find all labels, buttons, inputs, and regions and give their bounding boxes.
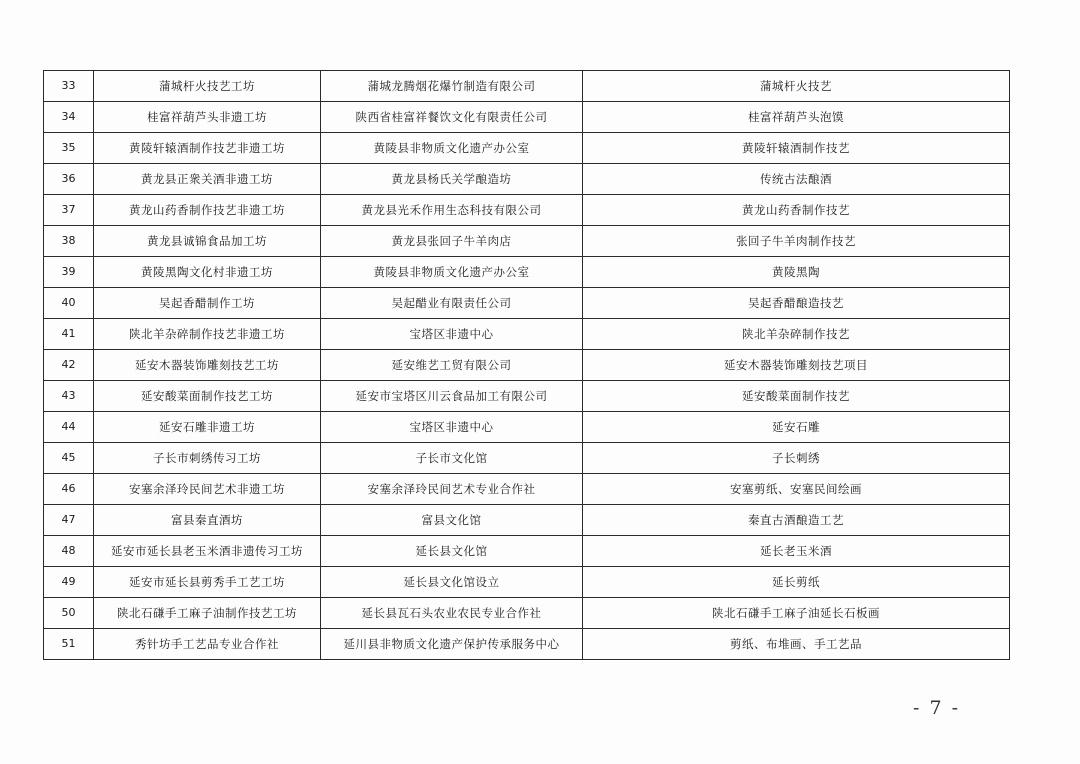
row-number-cell: 44 [44, 412, 94, 443]
table-row [44, 443, 1010, 474]
table-row [44, 536, 1010, 567]
table-row [44, 102, 1010, 133]
workshop-name-cell: 延安石雕非遗工坊 [94, 412, 321, 443]
workshop-name-cell: 子长市刺绣传习工坊 [94, 443, 321, 474]
organization-cell: 黄龙县张回子牛羊肉店 [321, 226, 583, 257]
table-row [44, 598, 1010, 629]
workshop-name-cell: 延安市延长县老玉米酒非遗传习工坊 [94, 536, 321, 567]
table-row [44, 71, 1010, 102]
row-number-cell: 38 [44, 226, 94, 257]
workshop-name-cell: 秀针坊手工艺品专业合作社 [94, 629, 321, 660]
workshop-name-cell: 黄陵轩辕酒制作技艺非遗工坊 [94, 133, 321, 164]
heritage-project-cell: 桂富祥葫芦头泡馍 [583, 102, 1010, 133]
heritage-project-cell: 黄陵黑陶 [583, 257, 1010, 288]
row-number-cell: 37 [44, 195, 94, 226]
table-row [44, 226, 1010, 257]
table-row [44, 257, 1010, 288]
workshop-name-cell: 黄龙山药香制作技艺非遗工坊 [94, 195, 321, 226]
row-number-cell: 49 [44, 567, 94, 598]
row-number-cell: 46 [44, 474, 94, 505]
row-number-cell: 45 [44, 443, 94, 474]
workshop-name-cell: 延安木器装饰雕刻技艺工坊 [94, 350, 321, 381]
organization-cell: 黄龙县杨氏关学酿造坊 [321, 164, 583, 195]
table-row [44, 350, 1010, 381]
row-number-cell: 34 [44, 102, 94, 133]
table-body [44, 71, 1010, 660]
table-row [44, 629, 1010, 660]
heritage-project-cell: 延长老玉米酒 [583, 536, 1010, 567]
row-number-cell: 42 [44, 350, 94, 381]
organization-cell: 黄陵县非物质文化遗产办公室 [321, 133, 583, 164]
organization-cell: 延川县非物质文化遗产保护传承服务中心 [321, 629, 583, 660]
workshop-name-cell: 陕北羊杂碎制作技艺非遗工坊 [94, 319, 321, 350]
workshop-name-cell: 延安酸菜面制作技艺工坊 [94, 381, 321, 412]
page-number: - 7 - [913, 697, 961, 719]
workshop-name-cell: 蒲城杆火技艺工坊 [94, 71, 321, 102]
workshop-name-cell: 延安市延长县剪秀手工艺工坊 [94, 567, 321, 598]
organization-cell: 延长县文化馆 [321, 536, 583, 567]
organization-cell: 宝塔区非遗中心 [321, 319, 583, 350]
table-row [44, 195, 1010, 226]
row-number-cell: 39 [44, 257, 94, 288]
table-row [44, 505, 1010, 536]
row-number-cell: 50 [44, 598, 94, 629]
row-number-cell: 35 [44, 133, 94, 164]
organization-cell: 延安维艺工贸有限公司 [321, 350, 583, 381]
heritage-project-cell: 子长刺绣 [583, 443, 1010, 474]
workshop-name-cell: 黄陵黑陶文化村非遗工坊 [94, 257, 321, 288]
workshop-name-cell: 桂富祥葫芦头非遗工坊 [94, 102, 321, 133]
table-row [44, 133, 1010, 164]
heritage-project-cell: 秦直古酒酿造工艺 [583, 505, 1010, 536]
heritage-project-cell: 张回子牛羊肉制作技艺 [583, 226, 1010, 257]
table-row [44, 288, 1010, 319]
organization-cell: 黄龙县光禾作用生态科技有限公司 [321, 195, 583, 226]
workshop-name-cell: 富县秦直酒坊 [94, 505, 321, 536]
heritage-project-cell: 黄陵轩辕酒制作技艺 [583, 133, 1010, 164]
organization-cell: 子长市文化馆 [321, 443, 583, 474]
organization-cell: 黄陵县非物质文化遗产办公室 [321, 257, 583, 288]
workshop-name-cell: 陕北石磏手工麻子油制作技艺工坊 [94, 598, 321, 629]
heritage-project-cell: 延安石雕 [583, 412, 1010, 443]
organization-cell: 延长县瓦石头农业农民专业合作社 [321, 598, 583, 629]
heritage-project-cell: 安塞剪纸、安塞民间绘画 [583, 474, 1010, 505]
row-number-cell: 48 [44, 536, 94, 567]
heritage-project-cell: 黄龙山药香制作技艺 [583, 195, 1010, 226]
organization-cell: 安塞余泽玲民间艺术专业合作社 [321, 474, 583, 505]
row-number-cell: 36 [44, 164, 94, 195]
heritage-workshop-table [43, 70, 1010, 660]
organization-cell: 陕西省桂富祥餐饮文化有限责任公司 [321, 102, 583, 133]
heritage-project-cell: 剪纸、布堆画、手工艺品 [583, 629, 1010, 660]
heritage-project-cell: 延安酸菜面制作技艺 [583, 381, 1010, 412]
row-number-cell: 33 [44, 71, 94, 102]
heritage-project-cell: 延安木器装饰雕刻技艺项目 [583, 350, 1010, 381]
heritage-project-cell: 陕北羊杂碎制作技艺 [583, 319, 1010, 350]
workshop-name-cell: 黄龙县正衆关酒非遗工坊 [94, 164, 321, 195]
table-row [44, 412, 1010, 443]
row-number-cell: 47 [44, 505, 94, 536]
table-row [44, 567, 1010, 598]
workshop-name-cell: 安塞余泽玲民间艺术非遗工坊 [94, 474, 321, 505]
table-row [44, 474, 1010, 505]
table-row [44, 319, 1010, 350]
heritage-project-cell: 陕北石磏手工麻子油延长石板画 [583, 598, 1010, 629]
workshop-name-cell: 黄龙县诚锦食品加工坊 [94, 226, 321, 257]
table-row [44, 381, 1010, 412]
table-row [44, 164, 1010, 195]
heritage-project-cell: 传统古法酿酒 [583, 164, 1010, 195]
organization-cell: 吴起醋业有限责任公司 [321, 288, 583, 319]
heritage-project-cell: 蒲城杆火技艺 [583, 71, 1010, 102]
heritage-project-cell: 吴起香醋酿造技艺 [583, 288, 1010, 319]
heritage-project-cell: 延长剪纸 [583, 567, 1010, 598]
row-number-cell: 40 [44, 288, 94, 319]
row-number-cell: 43 [44, 381, 94, 412]
organization-cell: 富县文化馆 [321, 505, 583, 536]
organization-cell: 蒲城龙腾烟花爆竹制造有限公司 [321, 71, 583, 102]
workshop-name-cell: 吴起香醋制作工坊 [94, 288, 321, 319]
organization-cell: 宝塔区非遗中心 [321, 412, 583, 443]
organization-cell: 延安市宝塔区川云食品加工有限公司 [321, 381, 583, 412]
organization-cell: 延长县文化馆设立 [321, 567, 583, 598]
row-number-cell: 51 [44, 629, 94, 660]
row-number-cell: 41 [44, 319, 94, 350]
